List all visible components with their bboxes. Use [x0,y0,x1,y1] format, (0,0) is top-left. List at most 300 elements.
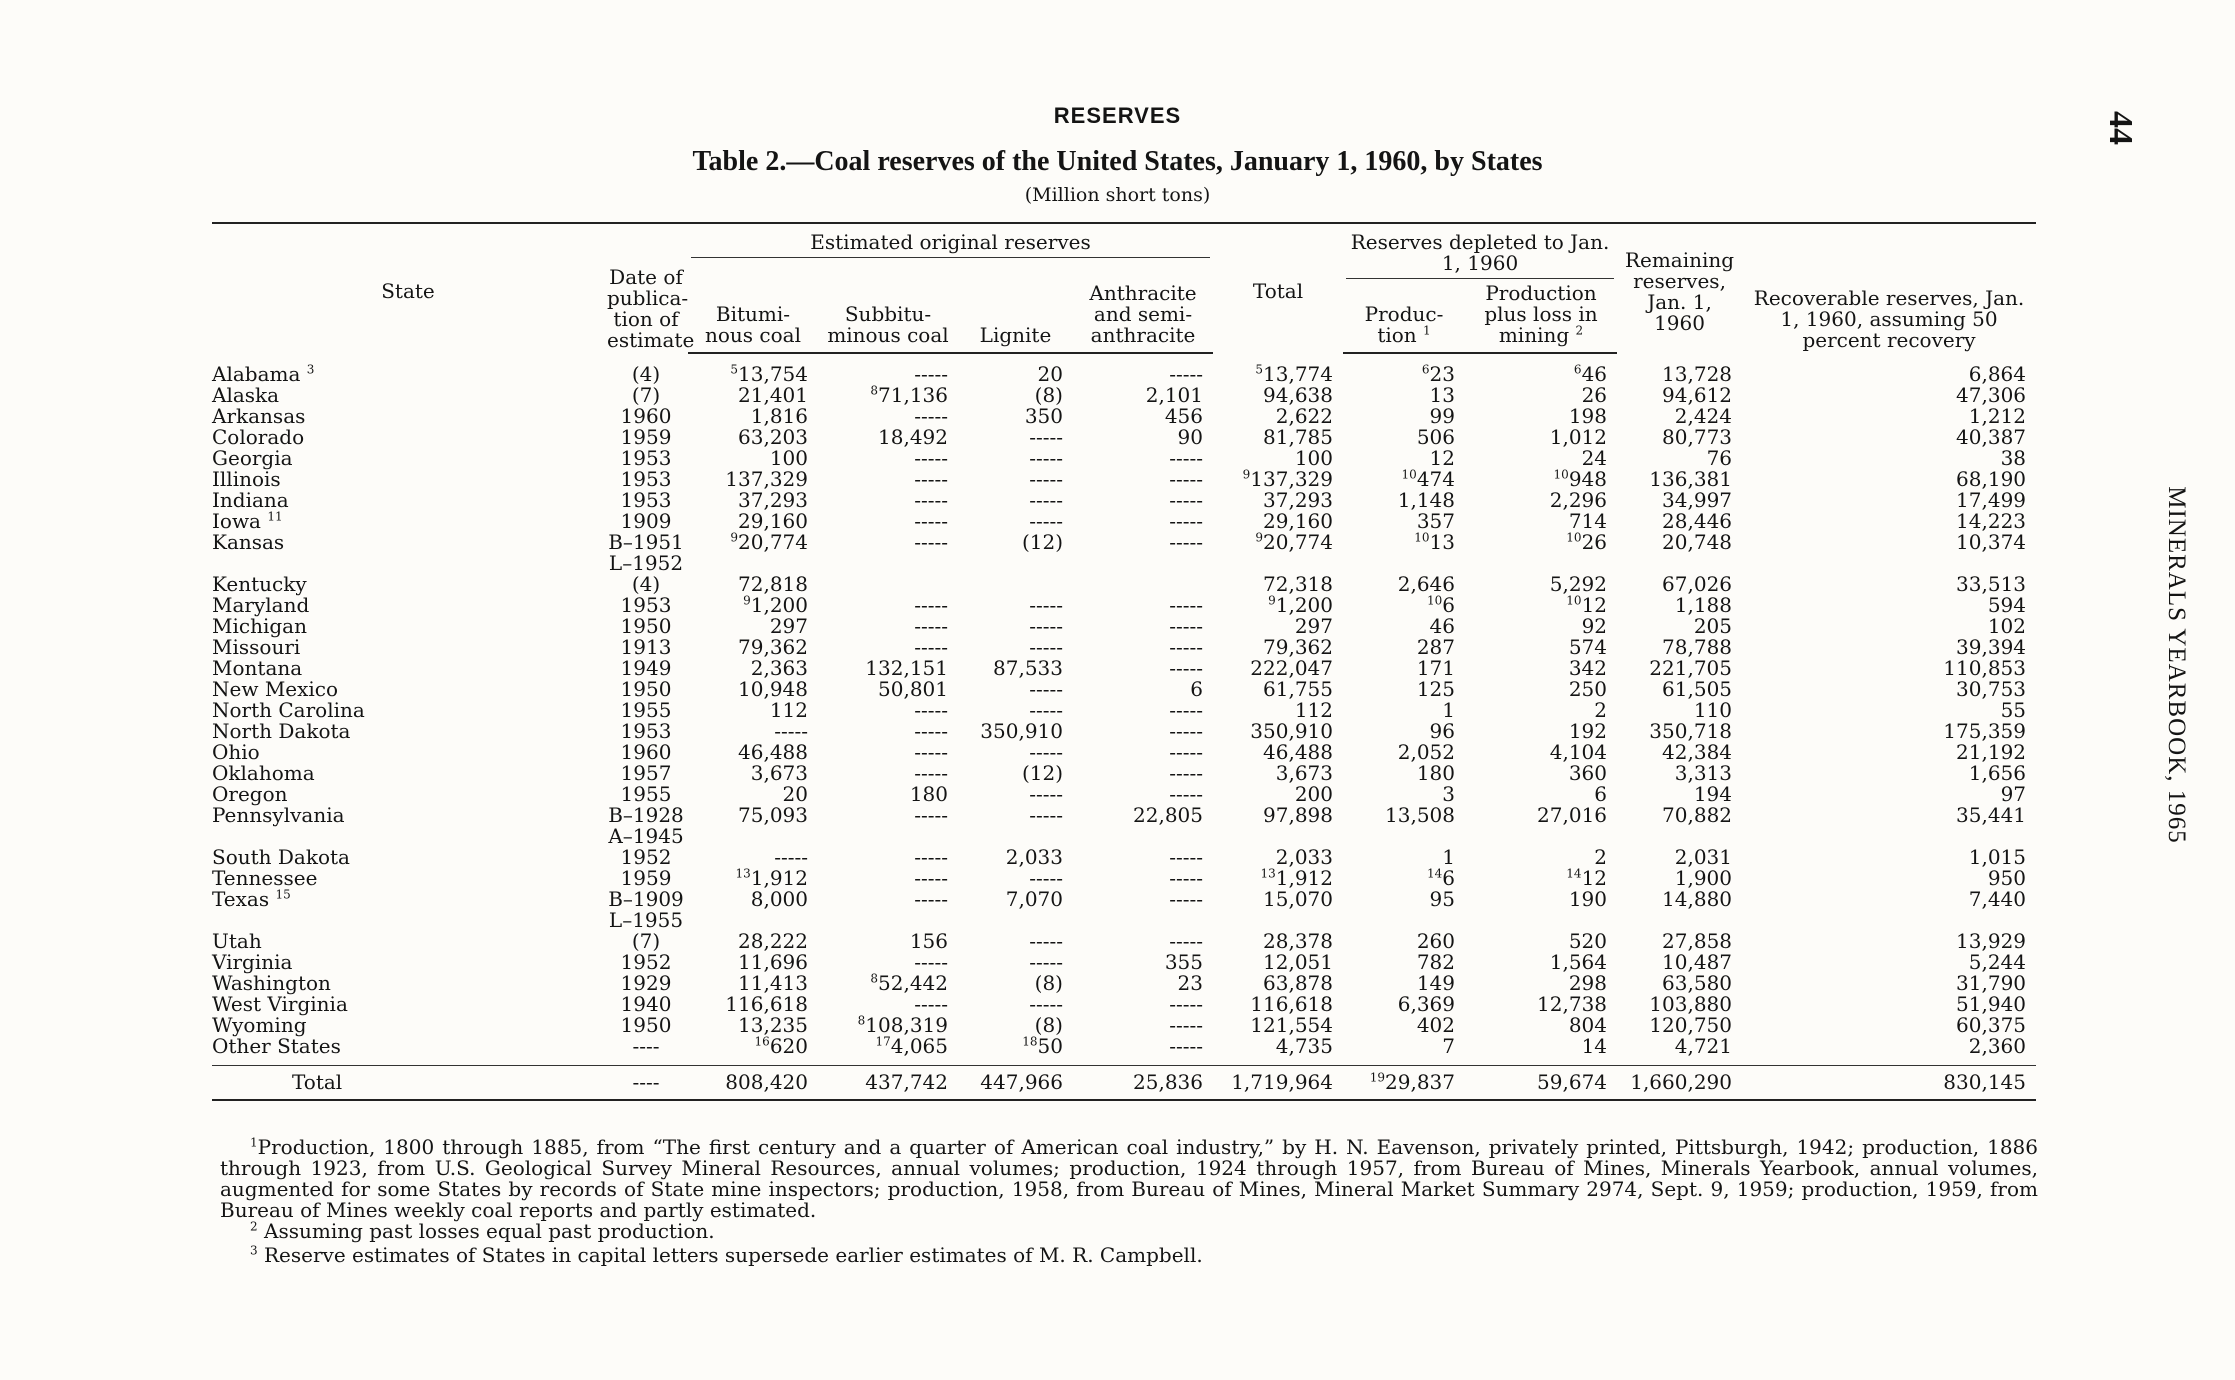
bit-value: 620 [769,1034,808,1058]
anthracite-cell [1073,847,1213,868]
bit-value: 2,363 [750,656,808,680]
recov-value: 2,360 [1968,1034,2027,1058]
prod-value: 260 [1416,929,1455,953]
production-loss-cell [1465,931,1617,952]
ploss-value: 1,564 [1549,950,1608,974]
production-cell [1343,658,1465,679]
remaining-cell [1617,889,1742,910]
recov-value: 110,853 [1943,656,2027,680]
recov-value: 30,753 [1956,677,2027,701]
sub-value: ----- [914,509,948,533]
empty-cell [1742,553,2036,574]
prod-value: 782 [1416,950,1455,974]
total-footnote-mark: 13 [1260,866,1276,881]
lig-value: 50 [1037,1034,1063,1058]
sub-value: 50,801 [878,677,948,701]
empty-cell [958,553,1073,574]
anth-value: 25,836 [1133,1070,1203,1094]
prod-value: 3 [1442,782,1455,806]
prod-footnote-mark: 6 [1421,362,1430,377]
ploss-value: 360 [1568,761,1608,785]
production-loss-cell [1465,952,1617,973]
remaining-cell [1617,532,1742,553]
sub-value: ----- [914,950,948,974]
anth-value: 22,805 [1133,803,1203,827]
anth-value: ----- [1169,866,1203,890]
ploss-value: 342 [1568,656,1608,680]
state-name: South Dakota [212,845,350,869]
date-cell [604,595,688,616]
bit-value: 297 [769,614,808,638]
lignite-cell [958,973,1073,994]
table-row [212,490,2036,511]
date-cell [604,679,688,700]
anthracite-cell [1073,658,1213,679]
section-heading: RESERVES [1053,103,1182,128]
lig-value: ----- [1029,488,1063,512]
total-cell [1213,1066,1343,1101]
spacer-row [212,1057,2036,1066]
bituminous-cell [688,385,818,406]
state-cell [212,574,604,595]
sub-value: ----- [914,593,948,617]
remaining-cell [1617,616,1742,637]
prod-value: 95 [1429,887,1455,911]
total-cell [1213,490,1343,511]
subbituminous-cell [818,511,958,532]
anth-value: ----- [1169,467,1203,491]
empty-cell [1742,910,2036,931]
recov-value: 17,499 [1956,488,2027,512]
bit-value: 28,222 [738,929,808,953]
total-cell [1213,784,1343,805]
recoverable-cell [1742,763,2036,784]
table-row [212,574,2036,595]
ploss-footnote-mark: 14 [1566,866,1582,881]
anthracite-cell [1073,952,1213,973]
table-row [212,448,2036,469]
subbituminous-cell [818,385,958,406]
state-name: Maryland [212,593,310,617]
ploss-value: 6 [1594,782,1608,806]
total-value: 63,878 [1263,971,1333,995]
lignite-cell [958,574,1073,595]
empty-cell [1213,826,1343,847]
lig-value: ----- [1029,635,1063,659]
total-footnote-mark: 9 [1255,530,1264,545]
prod-value: 1 [1442,845,1455,869]
bit-value: 3,673 [750,761,808,785]
prod-footnote-mark: 14 [1426,866,1443,881]
lig-value: (8) [1034,383,1063,407]
anthracite-cell [1073,1036,1213,1057]
production-loss-cell [1465,448,1617,469]
production-loss-cell [1465,637,1617,658]
prod-value: 96 [1429,719,1455,743]
subbituminous-cell [818,868,958,889]
recoverable-cell [1742,1015,2036,1036]
lig-value: ----- [1029,866,1063,890]
prod-footnote-mark: 10 [1414,530,1430,545]
remain-value: 42,384 [1662,740,1733,764]
total-cell [1213,805,1343,826]
table-row [212,889,2036,910]
anthracite-cell [1073,616,1213,637]
prod-value: 149 [1416,971,1455,995]
ploss-value: 804 [1568,1013,1608,1037]
date-value: ---- [632,1070,660,1094]
state-name: Tennessee [212,866,318,890]
state-name: Montana [212,656,303,680]
recoverable-cell [1742,469,2036,490]
date-value: 1953 [620,446,672,470]
subbituminous-cell [818,994,958,1015]
date-value: 1957 [620,761,672,785]
remaining-cell [1617,595,1742,616]
prod-value: 180 [1416,761,1455,785]
col-header-bituminous: Bitumi- nous coal [688,281,818,353]
state-name: Texas [212,887,270,911]
remaining-cell [1617,973,1742,994]
state-cell [212,1015,604,1036]
coal-reserves-table [212,222,2036,1101]
original-group-label: Estimated original reserves [691,232,1210,258]
spacer-cell [212,1057,604,1066]
anthracite-cell [1073,868,1213,889]
production-loss-cell [1465,1015,1617,1036]
bit-value: 46,488 [738,740,808,764]
state-name: Washington [212,971,331,995]
production-loss-cell [1465,427,1617,448]
production-cell [1343,994,1465,1015]
state-name: Colorado [212,425,305,449]
state-cell [212,784,604,805]
remain-value: 76 [1706,446,1733,470]
date-cell [604,889,688,910]
date-value: 1953 [620,593,672,617]
production-cell [1343,406,1465,427]
state-cell [212,658,604,679]
total-value: 15,070 [1263,887,1333,911]
bituminous-cell [688,847,818,868]
bit-footnote-mark: 9 [730,530,739,545]
total-cell [1213,847,1343,868]
lignite-cell [958,889,1073,910]
state-cell [212,889,604,910]
ploss-value: 714 [1568,509,1608,533]
empty-cell [1465,553,1617,574]
state-name: Arkansas [212,404,306,428]
recoverable-cell [1742,721,2036,742]
date-cell [604,532,688,553]
date-cell [604,385,688,406]
anth-value: ----- [1169,761,1203,785]
state-cell [212,763,604,784]
subbituminous-cell [818,679,958,700]
production-cell [1343,532,1465,553]
recoverable-cell [1742,532,2036,553]
remain-value: 13,728 [1662,361,1733,386]
recoverable-cell [1742,574,2036,595]
subbituminous-cell [818,847,958,868]
lignite-cell [958,511,1073,532]
production-cell [1343,353,1465,385]
subbituminous-cell [818,616,958,637]
subbituminous-cell [818,952,958,973]
bit-value: 21,401 [738,383,808,407]
recov-value: 33,513 [1956,572,2027,596]
footnote-mark: 1 [250,1135,258,1150]
state-cell [212,700,604,721]
sub-value: 437,742 [865,1070,948,1094]
table-row [212,1015,2036,1036]
anthracite-cell [1073,1015,1213,1036]
date-cell [604,553,688,574]
state-name: Ohio [212,740,260,764]
prod-value: 2,052 [1397,740,1455,764]
production-loss-cell [1465,847,1617,868]
recov-value: 68,190 [1956,467,2027,491]
lig-value: ----- [1029,446,1063,470]
remain-value: 27,858 [1662,929,1733,953]
page-number-text: 44 [2102,111,2139,145]
bit-value: 137,329 [725,467,808,491]
state-cell [212,353,604,385]
spacer-cell [1343,1057,1465,1066]
footnote-mark: 2 [250,1219,258,1234]
lignite-cell [958,427,1073,448]
recoverable-cell [1742,353,2036,385]
state-name: Michigan [212,614,307,638]
state-name: Kansas [212,530,285,554]
lignite-cell [958,490,1073,511]
lig-value: ----- [1029,803,1063,827]
lignite-cell [958,406,1073,427]
total-cell [1213,469,1343,490]
sub-value: ----- [914,467,948,491]
bituminous-cell [688,952,818,973]
recov-value: 830,145 [1943,1070,2027,1094]
ploss-value: 12 [1581,593,1608,617]
production-cell [1343,700,1465,721]
sub-value: ----- [914,887,948,911]
total-cell [1213,952,1343,973]
sub-value: 52,442 [878,971,948,995]
date-cell [604,637,688,658]
ploss-value: 46 [1581,362,1608,386]
ploss-value: 198 [1568,404,1608,428]
anthracite-cell [1073,994,1213,1015]
state-cell [212,637,604,658]
remaining-cell [1617,490,1742,511]
remain-value: 80,773 [1662,425,1733,449]
state-cell [212,721,604,742]
state-name: Oregon [212,782,288,806]
recov-value: 47,306 [1956,383,2027,407]
production-loss-label: Production plus loss in mining [1484,281,1598,347]
table-row [212,700,2036,721]
prod-value: 13 [1429,383,1455,407]
sub-value: 132,151 [865,656,948,680]
date-cell [604,742,688,763]
bituminous-cell [688,511,818,532]
lignite-cell [958,763,1073,784]
production-loss-cell [1465,721,1617,742]
recov-value: 1,656 [1968,761,2027,785]
date-cell [604,805,688,826]
state-name: Illinois [212,467,281,491]
bituminous-cell [688,1015,818,1036]
state-cell [212,1066,604,1101]
state-footnote-mark: 15 [275,887,291,902]
total-value: 137,329 [1250,467,1333,491]
date-value: 1909 [620,509,672,533]
bit-value: ----- [774,719,808,743]
recoverable-cell [1742,952,2036,973]
recoverable-cell [1742,511,2036,532]
remain-value: 67,026 [1662,572,1733,596]
sub-value: ----- [914,614,948,638]
ploss-value: 298 [1568,971,1608,995]
lig-value: (8) [1034,971,1063,995]
total-cell [1213,427,1343,448]
recov-value: 594 [1987,593,2027,617]
production-loss-cell [1465,353,1617,385]
state-footnote-mark: 3 [306,361,315,376]
state-name: Georgia [212,446,293,470]
subbituminous-cell [818,658,958,679]
bituminous-cell [688,763,818,784]
recoverable-cell [1742,742,2036,763]
empty-cell [688,910,818,931]
recov-value: 39,394 [1956,635,2027,659]
date-cell [604,616,688,637]
recoverable-cell [1742,700,2036,721]
sub-value: ----- [914,803,948,827]
table-row [212,469,2036,490]
remaining-cell [1617,469,1742,490]
production-cell [1343,889,1465,910]
production-loss-cell [1465,994,1617,1015]
recov-value: 5,244 [1968,950,2027,974]
sub-value: ----- [914,698,948,722]
remaining-cell [1617,1015,1742,1036]
total-cell [1213,595,1343,616]
empty-cell [1343,553,1465,574]
lig-value: ----- [1029,782,1063,806]
bit-value: 20,774 [738,530,808,554]
spacer-cell [688,1057,818,1066]
spacer-cell [1617,1057,1742,1066]
total-footnote-mark: 9 [1268,593,1276,608]
lignite-cell [958,353,1073,385]
production-cell [1343,973,1465,994]
ploss-value: 520 [1568,929,1608,953]
remain-value: 2,031 [1674,845,1733,869]
bituminous-cell [688,679,818,700]
anth-value: 355 [1164,950,1203,974]
production-loss-footnote-mark: 2 [1575,323,1584,338]
subbituminous-cell [818,406,958,427]
recoverable-cell [1742,595,2036,616]
anthracite-cell [1073,721,1213,742]
lignite-cell [958,994,1073,1015]
remaining-cell [1617,721,1742,742]
bit-footnote-mark: 13 [735,866,751,881]
subbituminous-cell [818,700,958,721]
date-cell [604,1066,688,1101]
subbituminous-cell [818,1015,958,1036]
remaining-cell [1617,931,1742,952]
recoverable-cell [1742,1036,2036,1057]
lig-value: 7,070 [1005,887,1063,911]
footnote-1 [220,1137,2038,1221]
empty-cell [1617,826,1742,847]
total-value: 1,719,964 [1231,1070,1333,1094]
sub-footnote-mark: 8 [870,383,879,398]
bituminous-cell [688,1066,818,1101]
prod-value: 2,646 [1397,572,1455,596]
state-cell [212,952,604,973]
col-header-remaining: Remaining reserves, Jan. 1, 1960 [1617,223,1742,353]
state-cell [212,595,604,616]
subbituminous-cell [818,574,958,595]
col-header-anthracite: Anthracite and semi- anthracite [1073,281,1213,353]
date-value: 1960 [620,740,672,764]
recov-value: 7,440 [1968,887,2027,911]
anthracite-cell [1073,353,1213,385]
ploss-value: 192 [1568,719,1608,743]
state-cell [212,847,604,868]
total-value: 28,378 [1263,929,1333,953]
anth-value: ----- [1169,614,1203,638]
lignite-cell [958,385,1073,406]
date-value: L–1955 [608,908,684,932]
production-cell [1343,574,1465,595]
lig-value: 2,033 [1005,845,1063,869]
prod-footnote-mark: 19 [1369,1070,1386,1085]
remain-value: 120,750 [1649,1013,1733,1037]
sub-value: ----- [914,362,948,386]
empty-cell [1343,910,1465,931]
remain-value: 34,997 [1662,488,1733,512]
lignite-cell [958,595,1073,616]
remaining-cell [1617,763,1742,784]
recoverable-cell [1742,805,2036,826]
total-value: 2,033 [1275,845,1333,869]
subbituminous-cell [818,889,958,910]
production-cell [1343,784,1465,805]
lignite-cell [958,952,1073,973]
anthracite-cell [1073,469,1213,490]
table-row [212,805,2036,826]
total-value: 72,318 [1263,572,1333,596]
col-header-production [1343,281,1465,353]
ploss-value: 4,104 [1549,740,1608,764]
date-cell [604,353,688,385]
total-value: 100 [1294,446,1333,470]
production-cell [1343,868,1465,889]
recoverable-cell [1742,784,2036,805]
bituminous-cell [688,868,818,889]
recov-value: 175,359 [1943,719,2027,743]
prod-value: 474 [1416,467,1455,491]
subbituminous-cell [818,973,958,994]
total-cell [1213,385,1343,406]
prod-value: 171 [1416,656,1455,680]
bit-footnote-mark: 5 [730,362,739,377]
total-cell [1213,889,1343,910]
